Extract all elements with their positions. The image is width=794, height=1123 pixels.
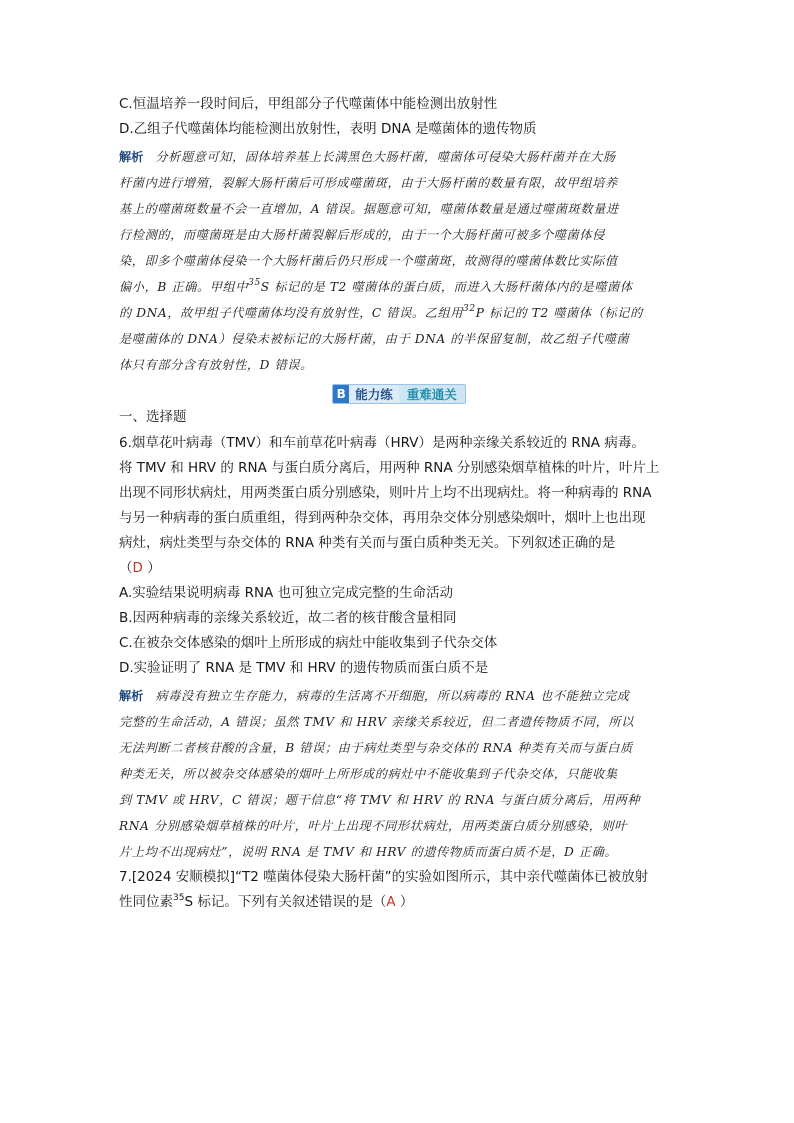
explanation-line: RNA 分别感染烟草植株的叶片，叶片上出现不同形状病灶，用两类蛋白质分别感染，则叶 — [119, 819, 628, 833]
explanation-line: 无法判断二者核苷酸的含量，B 错误；由于病灶类型与杂交体的 RNA 种类有关而与蛋白质 — [119, 741, 633, 755]
explanation-q6 — [119, 683, 679, 865]
explanation-line: 到 TMV 或 HRV，C 错误；题干信息“将 TMV 和 HRV 的 RNA 与蛋白质分离后，用两种 — [119, 793, 641, 807]
banner-label: 能力练 — [349, 385, 399, 403]
question-stem-line: 性同位素$^{35}$S 标记。下列有关叙述错误的是（A ） — [119, 893, 414, 910]
question-6 — [119, 431, 679, 865]
explanation-line: 染，即多个噬菌体侵染一个大肠杆菌后仍只形成一个噬菌斑，故测得的噬菌体数比实际值 — [119, 254, 618, 268]
option-b: B.因两种病毒的亲缘关系较近，故二者的核苷酸含量相同 — [119, 610, 457, 626]
page-content — [119, 92, 679, 915]
question-stem-line: 6.烟草花叶病毒（TMV）和车前草花叶病毒（HRV）是两种亲缘关系较近的 RNA 病毒。 — [119, 435, 645, 451]
question-stem-line: 7.[2024 安顺模拟]“T2 噬菌体侵染大肠杆菌”的实验如图所示，其中亲代噬菌体已被放射 — [119, 869, 649, 885]
option-d: D.实验证明了 RNA 是 TMV 和 HRV 的遗传物质而蛋白质不是 — [119, 660, 489, 676]
superscript: 35 — [248, 278, 261, 288]
explanation-line: 基上的噬菌斑数量不会一直增加，A 错误。据题意可知，噬菌体数量是通过噬菌斑数量进 — [119, 202, 619, 216]
question-stem-line: 病灶，病灶类型与杂交体的 RNA 种类有关而与蛋白质种类无关。下列叙述正确的是 — [119, 535, 616, 551]
section-banner — [119, 378, 679, 404]
explanation-line: 是噬菌体的 DNA）侵染未被标记的大肠杆菌，由于 DNA 的半保留复制，故乙组子代噬菌 — [119, 332, 630, 346]
question-stem-line: 出现不同形状病灶，用两类蛋白质分别感染，则叶片上均不出现病灶。将一种病毒的 RNA — [119, 485, 652, 501]
question-7 — [119, 865, 679, 915]
option-c: C.在被杂交体感染的烟叶上所形成的病灶中能收集到子代杂交体 — [119, 635, 498, 651]
answer-letter: A — [386, 894, 396, 910]
explanation-tag: 解析 — [119, 689, 144, 703]
option-d-prev: D.乙组子代噬菌体均能检测出放射性，表明 DNA 是噬菌体的遗传物质 — [119, 121, 537, 137]
explanation-line: 杆菌内进行增殖，裂解大肠杆菌后可形成噬菌斑，由于大肠杆菌的数量有限，故甲组培养 — [119, 176, 618, 190]
explanation-line: 解析 分析题意可知，固体培养基上长满黑色大肠杆菌，噬菌体可侵染大肠杆菌并在大肠 — [119, 150, 616, 164]
explanation-line: 偏小，B 正确。甲组中$^{35}$S 标记的是 T2 噬菌体的蛋白质，而进入大肠杆菌体内的是噬菌体 — [119, 278, 633, 294]
question-stem-line: 将 TMV 和 HRV 的 RNA 与蛋白质分离后，用两种 RNA 分别感染烟草植株的叶片，叶片上 — [119, 460, 660, 476]
option-a: A.实验结果说明病毒 RNA 也可独立完成完整的生命活动 — [119, 585, 454, 601]
banner-sublabel: 重难通关 — [399, 385, 465, 403]
explanation-line: 种类无关，所以被杂交体感染的烟叶上所形成的病灶中不能收集到子代杂交体，只能收集 — [119, 767, 618, 781]
explanation-line: 解析 病毒没有独立生存能力，病毒的生活离不开细胞，所以病毒的 RNA 也不能独立完成 — [119, 689, 630, 703]
explanation-line: 体只有部分含有放射性，D 错误。 — [119, 358, 313, 372]
section-title: 一、选择题 — [119, 409, 187, 425]
answer-letter: D — [132, 560, 143, 576]
explanation-line: 的 DNA，故甲组子代噬菌体均没有放射性，C 错误。乙组用$^{32}$P 标记的 T2 噬菌体（标记的 — [119, 304, 643, 320]
explanation-tag: 解析 — [119, 150, 144, 164]
superscript: 35 — [173, 893, 185, 903]
superscript: 32 — [463, 304, 476, 314]
explanation-line: 完整的生命活动，A 错误；虽然 TMV 和 HRV 亲缘关系较近，但二者遗传物质不同，所以 — [119, 715, 634, 729]
answer-bracket: （D ） — [119, 560, 161, 576]
banner-b-icon: B — [333, 385, 349, 403]
explanation-prev — [119, 144, 679, 378]
question-stem-line: 与另一种病毒的蛋白质重组，得到两种杂交体，再用杂交体分别感染烟叶，烟叶上也出现 — [119, 510, 646, 526]
explanation-line: 行检测的，而噬菌斑是由大肠杆菌裂解后形成的，由于一个大肠杆菌可被多个噬菌体侵 — [119, 228, 605, 242]
option-c-prev: C.恒温培养一段时间后，甲组部分子代噬菌体中能检测出放射性 — [119, 96, 498, 112]
explanation-line: 片上均不出现病灶”，说明 RNA 是 TMV 和 HRV 的遗传物质而蛋白质不是，D 正确。 — [119, 845, 618, 859]
